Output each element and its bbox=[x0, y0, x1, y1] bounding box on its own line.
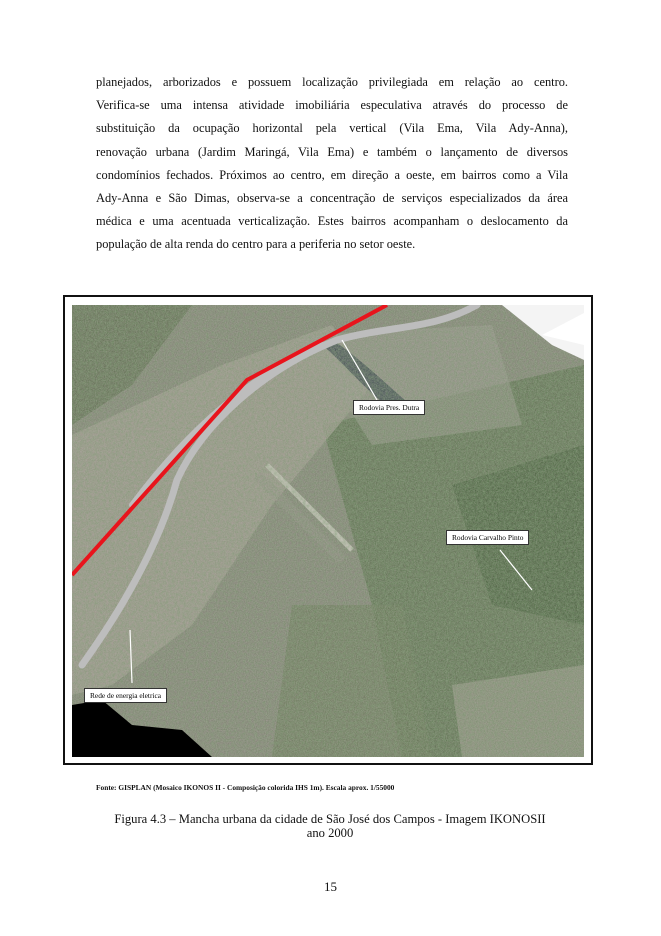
caption-line: ano 2000 bbox=[306, 826, 354, 840]
paragraph-line: renovação urbana (Jardim Maringá, Vila Ema) e também o lançamento de diversos bbox=[96, 144, 568, 159]
figure-caption bbox=[80, 812, 580, 840]
paragraph-line: planejados, arborizados e possuem localização privilegiada em relação ao centro. bbox=[96, 75, 568, 89]
paragraph-line: médica e uma acentuada verticalização. Estes bairros acompanham o deslocamento da bbox=[96, 214, 568, 229]
label-rodovia-carvalho-pinto: Rodovia Carvalho Pinto bbox=[446, 530, 529, 545]
caption-line: Figura 4.3 – Mancha urbana da cidade de São José dos Campos - Imagem IKONOSII bbox=[114, 812, 546, 826]
body-paragraph bbox=[96, 71, 568, 257]
paragraph-line: substituição da ocupação horizontal pela vertical (Vila Ema, Vila Ady-Anna), bbox=[96, 121, 568, 136]
paragraph-line: população de alta renda do centro para a periferia no setor oeste. bbox=[96, 237, 416, 252]
paragraph-line: Ady-Anna e São Dimas, observa-se a concentração de serviços especializados da área bbox=[96, 191, 568, 206]
page-number: 15 bbox=[324, 879, 337, 894]
paragraph-line: Verifica-se uma intensa atividade imobiliária especulativa através do processo de bbox=[96, 98, 568, 113]
paragraph-line: condomínios fechados. Próximos ao centro, em direção a oeste, em bairros como a Vila bbox=[96, 167, 568, 182]
label-rodovia-dutra: Rodovia Pres. Dutra bbox=[353, 400, 425, 415]
label-rede-energia: Rede de energia eletrica bbox=[84, 688, 167, 703]
figure-source: Fonte: GISPLAN (Mosaico IKONOS II - Composição colorida IHS 1m). Escala aprox. 1/55000 bbox=[96, 783, 395, 792]
